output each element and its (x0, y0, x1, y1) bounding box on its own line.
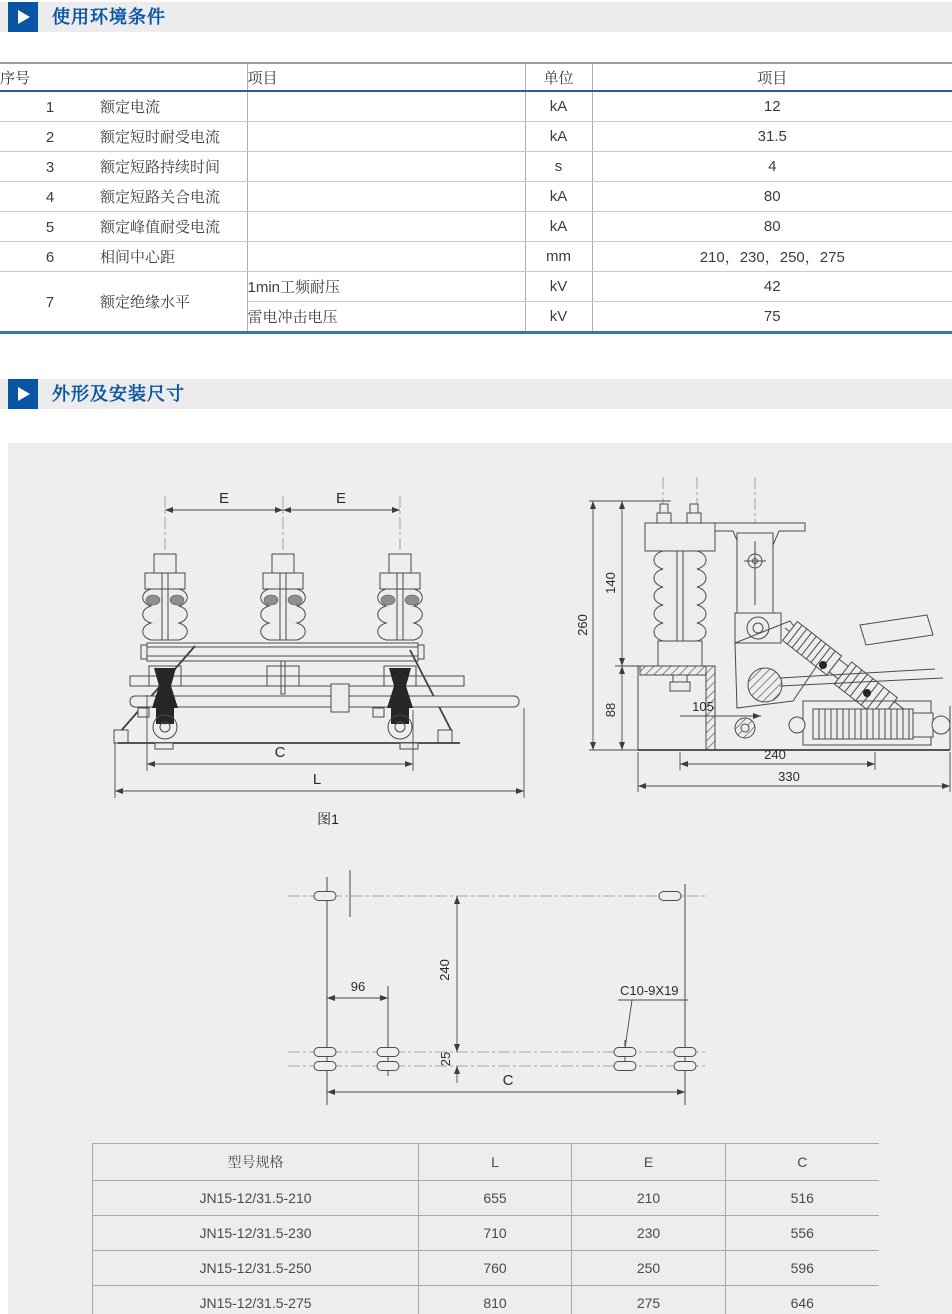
triangle-icon (18, 387, 30, 401)
row-unit: s (525, 152, 592, 182)
side-plate (860, 615, 933, 645)
spring-upper (783, 622, 851, 683)
section-title-dimensions: 外形及安装尺寸 (52, 384, 185, 404)
row-name: 额定短时耐受电流 (100, 129, 221, 146)
model-col-e: E (572, 1144, 726, 1181)
spec-col-unit: 单位 (525, 64, 592, 91)
frame-brace-right (410, 650, 452, 732)
slot-hole (377, 1048, 399, 1057)
model-name: JN15-12/31.5-250 (93, 1251, 419, 1286)
dim-label-260: 260 (575, 614, 590, 636)
model-e: 275 (572, 1286, 726, 1314)
slot-hole (614, 1062, 636, 1071)
model-e: 210 (572, 1181, 726, 1216)
model-e: 230 (572, 1216, 726, 1251)
row-no: 4 (45, 189, 55, 206)
figure-mounting-plan (280, 858, 760, 1123)
row-item (247, 152, 525, 182)
model-col-c: C (726, 1144, 879, 1181)
dim-label-c: C (274, 744, 286, 761)
row-item: 雷电冲击电压 (247, 302, 525, 332)
triangle-icon (18, 10, 30, 24)
row-name: 额定峰值耐受电流 (100, 219, 221, 236)
dim-label-140: 140 (603, 572, 618, 594)
model-e: 250 (572, 1251, 726, 1286)
table-row (93, 1216, 879, 1251)
section-bar-dimensions (0, 379, 952, 409)
model-name: JN15-12/31.5-275 (93, 1286, 419, 1314)
slot-hole (659, 892, 681, 901)
main-conductor-bar (147, 643, 418, 661)
figure-caption: 图1 (317, 811, 339, 827)
model-l: 710 (419, 1216, 572, 1251)
row-value: 210，230，250，275 (592, 242, 952, 272)
row-no: 7 (45, 294, 55, 311)
row-name: 相间中心距 (100, 249, 176, 266)
spec-col-value: 项目 (592, 64, 952, 91)
row-item (247, 212, 525, 242)
hatched-mount (640, 666, 706, 675)
model-l: 760 (419, 1251, 572, 1286)
row-item (247, 182, 525, 212)
dim-label-96: 96 (350, 979, 366, 994)
dim-label-240: 240 (437, 959, 452, 981)
slot-hole (614, 1048, 636, 1057)
slot-hole (674, 1048, 696, 1057)
model-name: JN15-12/31.5-210 (93, 1181, 419, 1216)
row-no: 1 (45, 99, 55, 116)
row-unit: kA (525, 182, 592, 212)
spec-header-row (0, 64, 952, 91)
dim-label-105: 105 (692, 699, 714, 714)
model-col-l: L (419, 1144, 572, 1181)
dim-label-240: 240 (764, 747, 786, 762)
figure-side-view (575, 473, 952, 803)
row-name: 额定短路关合电流 (100, 189, 221, 206)
slot-hole (314, 892, 336, 901)
row-unit: kV (525, 302, 592, 332)
row-value: 80 (592, 182, 952, 212)
operating-shaft (130, 696, 519, 707)
table-row (0, 152, 952, 182)
row-item (247, 242, 525, 272)
table-row (93, 1181, 879, 1216)
model-col-model: 型号规格 (93, 1144, 419, 1181)
spec-col-no: 序号 (0, 64, 247, 91)
model-header-row (93, 1144, 879, 1181)
row-no: 5 (45, 219, 55, 236)
drawing-panel (8, 443, 952, 1314)
model-l: 810 (419, 1286, 572, 1314)
spec-col-item: 项目 (247, 64, 525, 91)
slot-hole (674, 1062, 696, 1071)
table-row (0, 91, 952, 122)
table-row (93, 1286, 879, 1314)
row-unit: kA (525, 91, 592, 122)
model-l: 655 (419, 1181, 572, 1216)
row-item (247, 91, 525, 122)
model-table (92, 1143, 879, 1314)
section-bar-usage (0, 2, 952, 32)
section-arrow-icon (8, 2, 38, 32)
row-no: 3 (45, 159, 55, 176)
dim-label-l: L (312, 771, 322, 788)
insulator-side (654, 551, 706, 641)
dim-label-e-left: E (218, 490, 230, 507)
row-item (247, 122, 525, 152)
row-unit: kV (525, 272, 592, 302)
table-row (0, 212, 952, 242)
dim-label-330: 330 (778, 769, 800, 784)
model-c: 596 (726, 1251, 879, 1286)
table-row (0, 242, 952, 272)
figure-front-view (100, 480, 560, 845)
table-row (0, 272, 952, 302)
spec-table (0, 64, 952, 331)
row-name: 额定短路持续时间 (100, 159, 221, 176)
row-value: 80 (592, 212, 952, 242)
section-arrow-icon (8, 379, 38, 409)
slot-hole (314, 1048, 336, 1057)
model-c: 646 (726, 1286, 879, 1314)
row-no: 2 (45, 129, 55, 146)
table-row (0, 122, 952, 152)
model-c: 516 (726, 1181, 879, 1216)
insulator-cap (645, 523, 715, 551)
row-unit: kA (525, 212, 592, 242)
row-unit: mm (525, 242, 592, 272)
row-value: 4 (592, 152, 952, 182)
row-name: 额定电流 (100, 99, 161, 116)
row-value: 31.5 (592, 122, 952, 152)
row-item: 1min工频耐压 (247, 272, 525, 302)
dim-label-25: 25 (438, 1051, 453, 1067)
slot-hole (377, 1062, 399, 1071)
row-no: 6 (45, 249, 55, 266)
row-value: 12 (592, 91, 952, 122)
dim-label-c: C (502, 1072, 514, 1089)
table-row (93, 1251, 879, 1286)
row-name: 额定绝缘水平 (100, 294, 191, 311)
row-value: 42 (592, 272, 952, 302)
row-unit: kA (525, 122, 592, 152)
section-title-usage: 使用环境条件 (52, 7, 166, 27)
model-c: 556 (726, 1216, 879, 1251)
dim-label-e-right: E (335, 490, 347, 507)
table-row (0, 182, 952, 212)
dim-label-88: 88 (603, 702, 618, 718)
terminal-bolt (660, 504, 668, 513)
spec-table-wrap (0, 62, 952, 334)
row-value: 75 (763, 308, 781, 325)
hole-callout-label: C10-9X19 (620, 983, 679, 998)
slot-hole (314, 1062, 336, 1071)
terminal-bolt (690, 504, 698, 513)
model-name: JN15-12/31.5-230 (93, 1216, 419, 1251)
